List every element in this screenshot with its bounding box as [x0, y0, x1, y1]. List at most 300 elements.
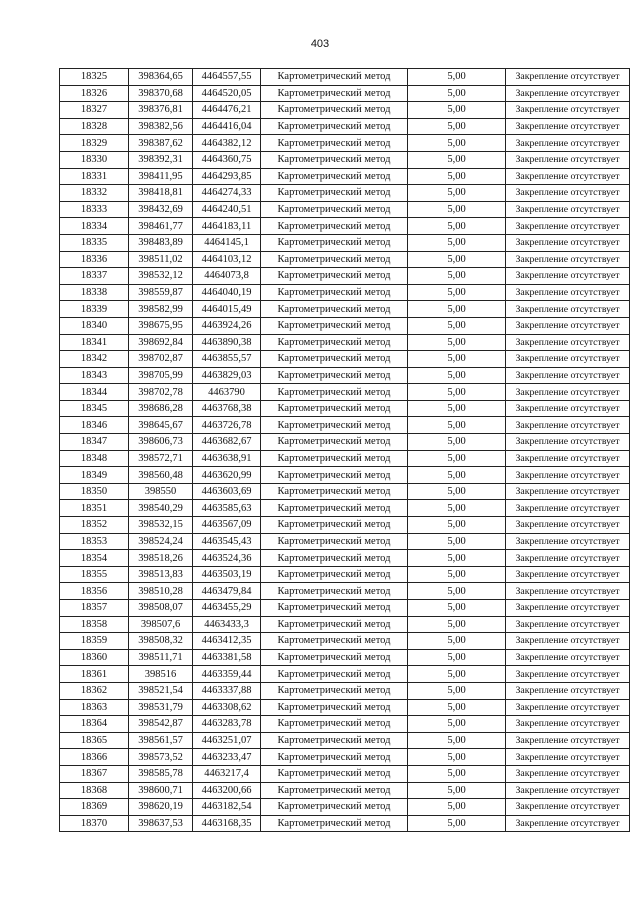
y-coordinate-cell: 4463585,63 [193, 500, 261, 517]
table-row [60, 666, 630, 683]
fixation-cell: Закрепление отсутствует [506, 400, 630, 417]
y-coordinate-cell: 4463603,69 [193, 483, 261, 500]
accuracy-cell: 5,00 [408, 85, 506, 102]
table-row [60, 732, 630, 749]
fixation-cell: Закрепление отсутствует [506, 483, 630, 500]
method-cell: Картометрический метод [261, 69, 408, 86]
x-coordinate-cell: 398532,15 [129, 517, 193, 534]
x-coordinate-cell: 398540,29 [129, 500, 193, 517]
fixation-cell: Закрепление отсутствует [506, 633, 630, 650]
fixation-cell: Закрепление отсутствует [506, 600, 630, 617]
y-coordinate-cell: 4464476,21 [193, 102, 261, 119]
y-coordinate-cell: 4463890,38 [193, 334, 261, 351]
x-coordinate-cell: 398561,57 [129, 732, 193, 749]
x-coordinate-cell: 398364,65 [129, 69, 193, 86]
x-coordinate-cell: 398675,95 [129, 317, 193, 334]
accuracy-cell: 5,00 [408, 301, 506, 318]
coordinates-table-body [60, 69, 630, 832]
fixation-cell: Закрепление отсутствует [506, 151, 630, 168]
point-number-cell: 18350 [60, 483, 129, 500]
point-number-cell: 18359 [60, 633, 129, 650]
method-cell: Картометрический метод [261, 367, 408, 384]
y-coordinate-cell: 4463217,4 [193, 765, 261, 782]
y-coordinate-cell: 4463337,88 [193, 682, 261, 699]
y-coordinate-cell: 4464040,19 [193, 284, 261, 301]
method-cell: Картометрический метод [261, 284, 408, 301]
accuracy-cell: 5,00 [408, 799, 506, 816]
method-cell: Картометрический метод [261, 799, 408, 816]
coordinates-table [59, 68, 630, 832]
x-coordinate-cell: 398511,71 [129, 649, 193, 666]
y-coordinate-cell: 4463200,66 [193, 782, 261, 799]
y-coordinate-cell: 4463682,67 [193, 434, 261, 451]
method-cell: Картометрический метод [261, 533, 408, 550]
point-number-cell: 18327 [60, 102, 129, 119]
y-coordinate-cell: 4463283,78 [193, 716, 261, 733]
accuracy-cell: 5,00 [408, 400, 506, 417]
fixation-cell: Закрепление отсутствует [506, 201, 630, 218]
method-cell: Картометрический метод [261, 351, 408, 368]
fixation-cell: Закрепление отсутствует [506, 317, 630, 334]
x-coordinate-cell: 398524,24 [129, 533, 193, 550]
x-coordinate-cell: 398560,48 [129, 467, 193, 484]
method-cell: Картометрический метод [261, 251, 408, 268]
point-number-cell: 18325 [60, 69, 129, 86]
table-row [60, 234, 630, 251]
table-row [60, 102, 630, 119]
fixation-cell: Закрепление отсутствует [506, 284, 630, 301]
fixation-cell: Закрепление отсутствует [506, 616, 630, 633]
method-cell: Картометрический метод [261, 168, 408, 185]
table-row [60, 799, 630, 816]
point-number-cell: 18353 [60, 533, 129, 550]
accuracy-cell: 5,00 [408, 666, 506, 683]
method-cell: Картометрический метод [261, 268, 408, 285]
point-number-cell: 18339 [60, 301, 129, 318]
table-row [60, 550, 630, 567]
accuracy-cell: 5,00 [408, 550, 506, 567]
accuracy-cell: 5,00 [408, 483, 506, 500]
accuracy-cell: 5,00 [408, 600, 506, 617]
accuracy-cell: 5,00 [408, 500, 506, 517]
method-cell: Картометрический метод [261, 301, 408, 318]
method-cell: Картометрический метод [261, 218, 408, 235]
y-coordinate-cell: 4463768,38 [193, 400, 261, 417]
y-coordinate-cell: 4463620,99 [193, 467, 261, 484]
x-coordinate-cell: 398461,77 [129, 218, 193, 235]
x-coordinate-cell: 398705,99 [129, 367, 193, 384]
point-number-cell: 18348 [60, 450, 129, 467]
point-number-cell: 18364 [60, 716, 129, 733]
accuracy-cell: 5,00 [408, 765, 506, 782]
x-coordinate-cell: 398510,28 [129, 583, 193, 600]
accuracy-cell: 5,00 [408, 268, 506, 285]
method-cell: Картометрический метод [261, 633, 408, 650]
accuracy-cell: 5,00 [408, 384, 506, 401]
fixation-cell: Закрепление отсутствует [506, 550, 630, 567]
x-coordinate-cell: 398573,52 [129, 749, 193, 766]
accuracy-cell: 5,00 [408, 118, 506, 135]
accuracy-cell: 5,00 [408, 151, 506, 168]
y-coordinate-cell: 4463308,62 [193, 699, 261, 716]
fixation-cell: Закрепление отсутствует [506, 102, 630, 119]
point-number-cell: 18335 [60, 234, 129, 251]
accuracy-cell: 5,00 [408, 284, 506, 301]
table-row [60, 284, 630, 301]
fixation-cell: Закрепление отсутствует [506, 85, 630, 102]
table-row [60, 600, 630, 617]
x-coordinate-cell: 398376,81 [129, 102, 193, 119]
method-cell: Картометрический метод [261, 749, 408, 766]
x-coordinate-cell: 398511,02 [129, 251, 193, 268]
point-number-cell: 18370 [60, 815, 129, 832]
method-cell: Картометрический метод [261, 666, 408, 683]
point-number-cell: 18344 [60, 384, 129, 401]
point-number-cell: 18369 [60, 799, 129, 816]
accuracy-cell: 5,00 [408, 749, 506, 766]
y-coordinate-cell: 4463412,35 [193, 633, 261, 650]
accuracy-cell: 5,00 [408, 234, 506, 251]
y-coordinate-cell: 4463251,07 [193, 732, 261, 749]
accuracy-cell: 5,00 [408, 185, 506, 202]
accuracy-cell: 5,00 [408, 135, 506, 152]
x-coordinate-cell: 398411,95 [129, 168, 193, 185]
y-coordinate-cell: 4463433,3 [193, 616, 261, 633]
accuracy-cell: 5,00 [408, 782, 506, 799]
table-row [60, 566, 630, 583]
method-cell: Картометрический метод [261, 782, 408, 799]
fixation-cell: Закрепление отсутствует [506, 234, 630, 251]
x-coordinate-cell: 398692,84 [129, 334, 193, 351]
table-row [60, 699, 630, 716]
method-cell: Картометрический метод [261, 234, 408, 251]
point-number-cell: 18358 [60, 616, 129, 633]
fixation-cell: Закрепление отсутствует [506, 467, 630, 484]
x-coordinate-cell: 398686,28 [129, 400, 193, 417]
point-number-cell: 18346 [60, 417, 129, 434]
y-coordinate-cell: 4464274,33 [193, 185, 261, 202]
fixation-cell: Закрепление отсутствует [506, 732, 630, 749]
y-coordinate-cell: 4463638,91 [193, 450, 261, 467]
table-row [60, 450, 630, 467]
table-row [60, 351, 630, 368]
x-coordinate-cell: 398585,78 [129, 765, 193, 782]
point-number-cell: 18362 [60, 682, 129, 699]
table-row [60, 85, 630, 102]
y-coordinate-cell: 4464073,8 [193, 268, 261, 285]
x-coordinate-cell: 398516 [129, 666, 193, 683]
table-row [60, 268, 630, 285]
point-number-cell: 18357 [60, 600, 129, 617]
accuracy-cell: 5,00 [408, 334, 506, 351]
fixation-cell: Закрепление отсутствует [506, 799, 630, 816]
point-number-cell: 18343 [60, 367, 129, 384]
point-number-cell: 18328 [60, 118, 129, 135]
y-coordinate-cell: 4463790 [193, 384, 261, 401]
table-row [60, 185, 630, 202]
table-row [60, 334, 630, 351]
table-row [60, 69, 630, 86]
point-number-cell: 18334 [60, 218, 129, 235]
method-cell: Картометрический метод [261, 483, 408, 500]
method-cell: Картометрический метод [261, 118, 408, 135]
table-row [60, 815, 630, 832]
accuracy-cell: 5,00 [408, 649, 506, 666]
y-coordinate-cell: 4463829,03 [193, 367, 261, 384]
point-number-cell: 18326 [60, 85, 129, 102]
method-cell: Картометрический метод [261, 649, 408, 666]
x-coordinate-cell: 398531,79 [129, 699, 193, 716]
x-coordinate-cell: 398645,67 [129, 417, 193, 434]
method-cell: Картометрический метод [261, 732, 408, 749]
table-row [60, 467, 630, 484]
point-number-cell: 18365 [60, 732, 129, 749]
table-row [60, 367, 630, 384]
accuracy-cell: 5,00 [408, 367, 506, 384]
y-coordinate-cell: 4464360,75 [193, 151, 261, 168]
method-cell: Картометрический метод [261, 417, 408, 434]
y-coordinate-cell: 4463381,58 [193, 649, 261, 666]
method-cell: Картометрический метод [261, 765, 408, 782]
accuracy-cell: 5,00 [408, 633, 506, 650]
y-coordinate-cell: 4463545,43 [193, 533, 261, 550]
point-number-cell: 18355 [60, 566, 129, 583]
fixation-cell: Закрепление отсутствует [506, 566, 630, 583]
method-cell: Картометрический метод [261, 102, 408, 119]
point-number-cell: 18345 [60, 400, 129, 417]
y-coordinate-cell: 4464183,11 [193, 218, 261, 235]
y-coordinate-cell: 4463924,26 [193, 317, 261, 334]
point-number-cell: 18367 [60, 765, 129, 782]
accuracy-cell: 5,00 [408, 351, 506, 368]
method-cell: Картометрический метод [261, 317, 408, 334]
y-coordinate-cell: 4464293,85 [193, 168, 261, 185]
method-cell: Картометрический метод [261, 566, 408, 583]
method-cell: Картометрический метод [261, 467, 408, 484]
x-coordinate-cell: 398507,6 [129, 616, 193, 633]
accuracy-cell: 5,00 [408, 434, 506, 451]
fixation-cell: Закрепление отсутствует [506, 682, 630, 699]
x-coordinate-cell: 398432,69 [129, 201, 193, 218]
point-number-cell: 18329 [60, 135, 129, 152]
x-coordinate-cell: 398702,78 [129, 384, 193, 401]
method-cell: Картометрический метод [261, 550, 408, 567]
point-number-cell: 18349 [60, 467, 129, 484]
x-coordinate-cell: 398392,31 [129, 151, 193, 168]
x-coordinate-cell: 398418,81 [129, 185, 193, 202]
x-coordinate-cell: 398483,89 [129, 234, 193, 251]
accuracy-cell: 5,00 [408, 168, 506, 185]
fixation-cell: Закрепление отсутствует [506, 517, 630, 534]
y-coordinate-cell: 4463455,29 [193, 600, 261, 617]
table-row [60, 384, 630, 401]
point-number-cell: 18366 [60, 749, 129, 766]
y-coordinate-cell: 4463168,35 [193, 815, 261, 832]
point-number-cell: 18361 [60, 666, 129, 683]
table-row [60, 583, 630, 600]
fixation-cell: Закрепление отсутствует [506, 815, 630, 832]
x-coordinate-cell: 398702,87 [129, 351, 193, 368]
fixation-cell: Закрепление отсутствует [506, 251, 630, 268]
fixation-cell: Закрепление отсутствует [506, 185, 630, 202]
table-row [60, 434, 630, 451]
x-coordinate-cell: 398572,71 [129, 450, 193, 467]
y-coordinate-cell: 4464240,51 [193, 201, 261, 218]
fixation-cell: Закрепление отсутствует [506, 367, 630, 384]
point-number-cell: 18340 [60, 317, 129, 334]
method-cell: Картометрический метод [261, 450, 408, 467]
table-row [60, 417, 630, 434]
table-row [60, 682, 630, 699]
accuracy-cell: 5,00 [408, 566, 506, 583]
y-coordinate-cell: 4464382,12 [193, 135, 261, 152]
x-coordinate-cell: 398559,87 [129, 284, 193, 301]
x-coordinate-cell: 398582,99 [129, 301, 193, 318]
method-cell: Картометрический метод [261, 334, 408, 351]
fixation-cell: Закрепление отсутствует [506, 782, 630, 799]
fixation-cell: Закрепление отсутствует [506, 749, 630, 766]
method-cell: Картометрический метод [261, 682, 408, 699]
y-coordinate-cell: 4464557,55 [193, 69, 261, 86]
fixation-cell: Закрепление отсутствует [506, 168, 630, 185]
accuracy-cell: 5,00 [408, 102, 506, 119]
method-cell: Картометрический метод [261, 699, 408, 716]
fixation-cell: Закрепление отсутствует [506, 649, 630, 666]
method-cell: Картометрический метод [261, 384, 408, 401]
fixation-cell: Закрепление отсутствует [506, 118, 630, 135]
method-cell: Картометрический метод [261, 151, 408, 168]
x-coordinate-cell: 398620,19 [129, 799, 193, 816]
table-row [60, 251, 630, 268]
y-coordinate-cell: 4463726,78 [193, 417, 261, 434]
y-coordinate-cell: 4463524,36 [193, 550, 261, 567]
table-row [60, 218, 630, 235]
point-number-cell: 18354 [60, 550, 129, 567]
accuracy-cell: 5,00 [408, 716, 506, 733]
fixation-cell: Закрепление отсутствует [506, 268, 630, 285]
method-cell: Картометрический метод [261, 616, 408, 633]
y-coordinate-cell: 4464520,05 [193, 85, 261, 102]
table-row [60, 201, 630, 218]
method-cell: Картометрический метод [261, 517, 408, 534]
x-coordinate-cell: 398518,26 [129, 550, 193, 567]
table-row [60, 168, 630, 185]
method-cell: Картометрический метод [261, 185, 408, 202]
point-number-cell: 18347 [60, 434, 129, 451]
x-coordinate-cell: 398550 [129, 483, 193, 500]
point-number-cell: 18342 [60, 351, 129, 368]
fixation-cell: Закрепление отсутствует [506, 135, 630, 152]
y-coordinate-cell: 4463182,54 [193, 799, 261, 816]
y-coordinate-cell: 4463855,57 [193, 351, 261, 368]
accuracy-cell: 5,00 [408, 417, 506, 434]
table-row [60, 301, 630, 318]
accuracy-cell: 5,00 [408, 218, 506, 235]
fixation-cell: Закрепление отсутствует [506, 500, 630, 517]
x-coordinate-cell: 398508,32 [129, 633, 193, 650]
point-number-cell: 18363 [60, 699, 129, 716]
x-coordinate-cell: 398606,73 [129, 434, 193, 451]
table-row [60, 633, 630, 650]
x-coordinate-cell: 398387,62 [129, 135, 193, 152]
point-number-cell: 18338 [60, 284, 129, 301]
x-coordinate-cell: 398637,53 [129, 815, 193, 832]
fixation-cell: Закрепление отсутствует [506, 434, 630, 451]
fixation-cell: Закрепление отсутствует [506, 417, 630, 434]
point-number-cell: 18332 [60, 185, 129, 202]
y-coordinate-cell: 4463479,84 [193, 583, 261, 600]
point-number-cell: 18333 [60, 201, 129, 218]
fixation-cell: Закрепление отсутствует [506, 533, 630, 550]
table-row [60, 118, 630, 135]
y-coordinate-cell: 4463567,09 [193, 517, 261, 534]
fixation-cell: Закрепление отсутствует [506, 765, 630, 782]
point-number-cell: 18360 [60, 649, 129, 666]
table-row [60, 616, 630, 633]
point-number-cell: 18331 [60, 168, 129, 185]
table-row [60, 782, 630, 799]
x-coordinate-cell: 398600,71 [129, 782, 193, 799]
table-row [60, 517, 630, 534]
accuracy-cell: 5,00 [408, 583, 506, 600]
method-cell: Картометрический метод [261, 400, 408, 417]
y-coordinate-cell: 4464015,49 [193, 301, 261, 318]
table-row [60, 716, 630, 733]
method-cell: Картометрический метод [261, 85, 408, 102]
fixation-cell: Закрепление отсутствует [506, 583, 630, 600]
fixation-cell: Закрепление отсутствует [506, 351, 630, 368]
fixation-cell: Закрепление отсутствует [506, 218, 630, 235]
accuracy-cell: 5,00 [408, 533, 506, 550]
table-row [60, 649, 630, 666]
accuracy-cell: 5,00 [408, 517, 506, 534]
method-cell: Картометрический метод [261, 434, 408, 451]
point-number-cell: 18368 [60, 782, 129, 799]
method-cell: Картометрический метод [261, 600, 408, 617]
y-coordinate-cell: 4464416,04 [193, 118, 261, 135]
point-number-cell: 18337 [60, 268, 129, 285]
fixation-cell: Закрепление отсутствует [506, 716, 630, 733]
fixation-cell: Закрепление отсутствует [506, 450, 630, 467]
table-row [60, 317, 630, 334]
accuracy-cell: 5,00 [408, 251, 506, 268]
method-cell: Картометрический метод [261, 716, 408, 733]
table-row [60, 533, 630, 550]
fixation-cell: Закрепление отсутствует [506, 699, 630, 716]
point-number-cell: 18330 [60, 151, 129, 168]
point-number-cell: 18336 [60, 251, 129, 268]
fixation-cell: Закрепление отсутствует [506, 334, 630, 351]
y-coordinate-cell: 4463359,44 [193, 666, 261, 683]
table-row [60, 400, 630, 417]
point-number-cell: 18341 [60, 334, 129, 351]
page-number: 403 [310, 38, 330, 50]
x-coordinate-cell: 398513,83 [129, 566, 193, 583]
x-coordinate-cell: 398542,87 [129, 716, 193, 733]
table-row [60, 765, 630, 782]
accuracy-cell: 5,00 [408, 450, 506, 467]
fixation-cell: Закрепление отсутствует [506, 69, 630, 86]
x-coordinate-cell: 398521,54 [129, 682, 193, 699]
fixation-cell: Закрепление отсутствует [506, 384, 630, 401]
point-number-cell: 18356 [60, 583, 129, 600]
fixation-cell: Закрепление отсутствует [506, 666, 630, 683]
x-coordinate-cell: 398382,56 [129, 118, 193, 135]
point-number-cell: 18351 [60, 500, 129, 517]
method-cell: Картометрический метод [261, 135, 408, 152]
method-cell: Картометрический метод [261, 201, 408, 218]
method-cell: Картометрический метод [261, 500, 408, 517]
